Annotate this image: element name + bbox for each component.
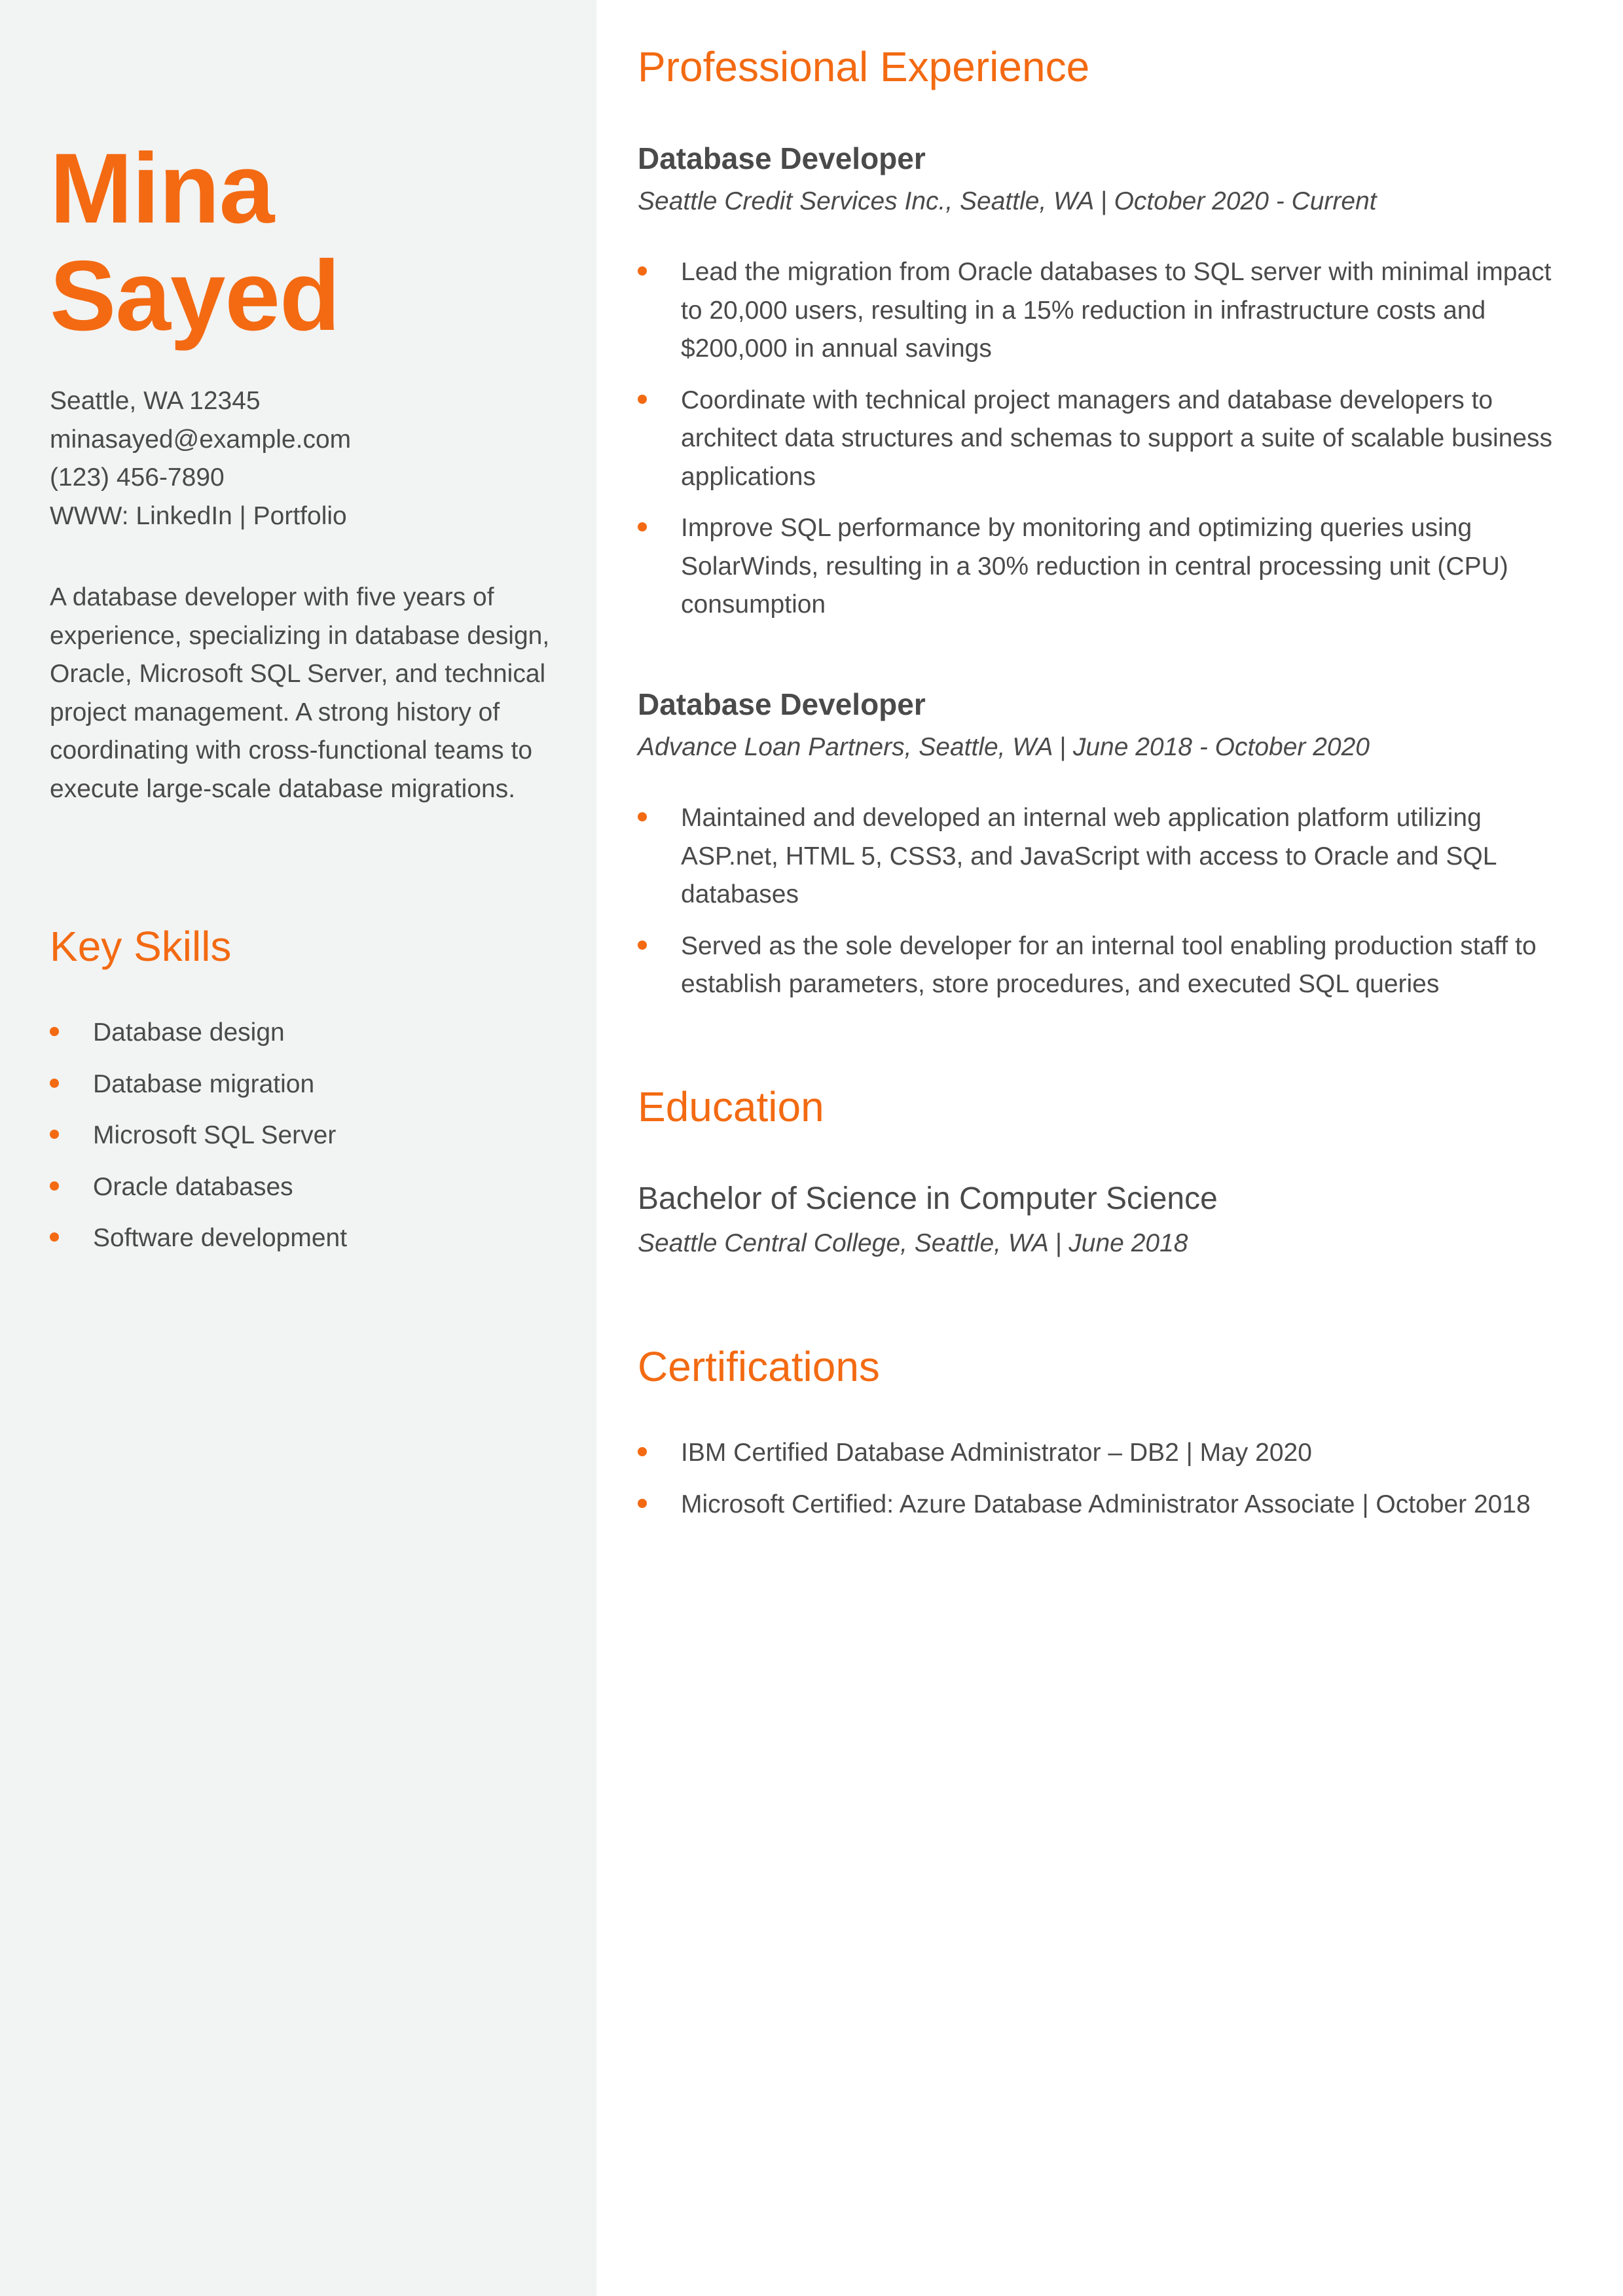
bullet-icon — [638, 522, 647, 531]
skills-title: Key Skills — [50, 923, 232, 970]
certifications-title: Certifications — [638, 1343, 880, 1390]
bullet-icon — [638, 941, 647, 950]
name-last: Sayed — [50, 240, 340, 351]
bullet-icon — [638, 812, 647, 821]
skills-list — [50, 1014, 574, 1258]
job-title: Database Developer — [638, 687, 926, 721]
bullet-icon — [638, 395, 647, 404]
job-bullets — [638, 253, 1567, 624]
bullet-icon — [50, 1079, 59, 1088]
contact-phone: (123) 456-7890 — [50, 463, 225, 492]
education-title: Education — [638, 1083, 824, 1130]
job-title: Database Developer — [638, 141, 926, 175]
contact-web: WWW: LinkedIn | Portfolio — [50, 501, 347, 530]
name-first: Mina — [50, 133, 274, 244]
job-bullet: Improve SQL performance by monitoring and optimizing queries using SolarWinds, resulting in a 30% reduction in central processing unit (CPU) consumption — [638, 509, 1567, 624]
bullet-icon — [638, 1447, 647, 1456]
bullet-icon — [50, 1232, 59, 1242]
bullet-icon — [50, 1130, 59, 1139]
education-degree: Bachelor of Science in Computer Science — [638, 1181, 1218, 1216]
contact-block — [50, 382, 351, 535]
certifications-list — [638, 1434, 1594, 1524]
job-meta: Seattle Credit Services Inc., Seattle, WA | October 2020 - Current — [638, 187, 1377, 215]
certification-item: IBM Certified Database Administrator – DB2 | May 2020 — [638, 1434, 1594, 1473]
education-meta: Seattle Central College, Seattle, WA | June 2018 — [638, 1229, 1188, 1257]
job-bullet: Coordinate with technical project managers and database developers to architect data structures and schemas to support a suite of scalable business applications — [638, 382, 1567, 497]
summary: A database developer with five years of experience, specializing in database design, Oracle, Microsoft SQL Server, and technical project management. A strong history of coordinating with cross-functional teams to execute large-scale database migrations. — [50, 583, 550, 803]
skill-item: Microsoft SQL Server — [50, 1117, 574, 1155]
certification-item: Microsoft Certified: Azure Database Administrator Associate | October 2018 — [638, 1486, 1594, 1524]
skill-item: Database migration — [50, 1066, 574, 1104]
job-bullet: Lead the migration from Oracle databases to SQL server with minimal impact to 20,000 users, resulting in a 15% reduction in infrastructure costs and $200,000 in annual savings — [638, 253, 1567, 368]
bullet-icon — [638, 266, 647, 276]
bullet-icon — [638, 1499, 647, 1508]
contact-address: Seattle, WA 12345 — [50, 387, 261, 415]
bullet-icon — [50, 1027, 59, 1036]
skill-item: Database design — [50, 1014, 574, 1052]
skill-item: Oracle databases — [50, 1168, 574, 1207]
job-bullets — [638, 799, 1567, 1004]
bullet-icon — [50, 1181, 59, 1191]
experience-title: Professional Experience — [638, 43, 1090, 90]
job-meta: Advance Loan Partners, Seattle, WA | June 2018 - October 2020 — [638, 733, 1370, 761]
job-bullet: Maintained and developed an internal web application platform utilizing ASP.net, HTML 5, CSS3, and JavaScript with access to Oracle and SQL databases — [638, 799, 1567, 914]
skill-item: Software development — [50, 1219, 574, 1258]
contact-email: minasayed@example.com — [50, 425, 352, 454]
job-bullet: Served as the sole developer for an internal tool enabling production staff to establish parameters, store procedures, and executed SQL queries — [638, 927, 1567, 1004]
